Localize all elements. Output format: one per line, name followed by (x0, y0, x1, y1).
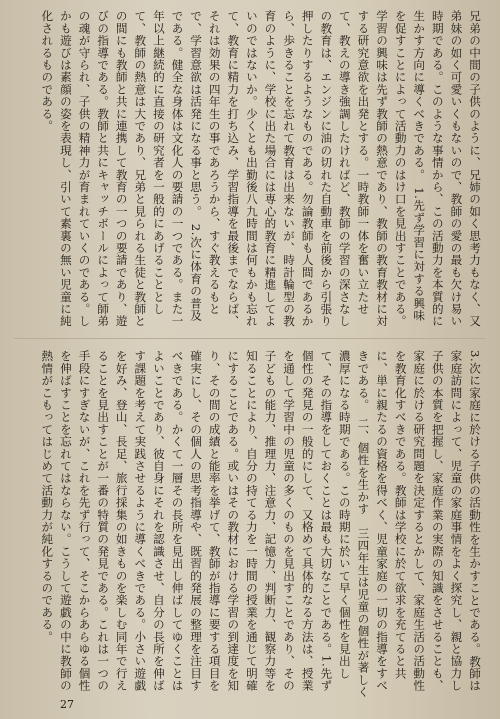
section-divider (14, 338, 486, 339)
upper-text-block: 兄弟の中間の子供のように、兄姉の如く思考力もなく、又弟妹の如く可愛いくもないので、教師の愛の最も欠け易い時期である。このような事情から、この活動力を本質的に生かす方向に導くべきである。 1.先ず学習に対する興味を促すことによって活動力のはけ口を見出すことである。学習の興味は先ず教師の熱意であり、教師の教育教材に対する研究意欲を出発とする。一時教師一体を奮い立たせて、教えの導き強調したければど、教師の学習の深さなしの教育は、エンジンに油の切れた自動車を前後から引張り押したりするようなものである。勿論教師も人間であるから、歩きることを忘れて教育は出来ないが、時計輪型の教育のように、学校に出た場合には専心的教育に精進してよいのではないか。少くとも出勤後八九時間は何もかも忘れて、教育に精力を打ち込み、学習指導を最後までならば、それは効果の四年生の事であろうから、すぐ教えるもとで、学習意欲は活発になる事と思う。 2.次に体育の普及である。健全な身体は文化人の要請の一つである。また一年以上継続的に直接の研究者を一般的にあげることとして、教師の熱意は大であり、兄弟と見られる生徒と教師との間にも教師と共に連携して教育の一つの要請であり、遊びの指導である。教師と共にキャッチボールによって師弟の魂が守られ、子供の精神力が育まれていくのである。しかも遊びは素顔の姿を表現し、引いて素裏の無い児童に純化されるものである。 (40, 10, 482, 328)
page-number: 27 (60, 698, 74, 711)
lower-text-block: 3.次に家庭に於ける子供の活動性を生かすことである。教師は家庭訪問によって、児童の家庭事情をよく探究し、親と協力し子供の本質を把握し、家庭作業の実際の知識をさせることも、家庭に於ける研究問題を決定するとかして、家庭生活の活動性を教育化すべきである。教師は学校に於て欲求を充てると共に、単に親たるの資格を得べく、児童家庭の一切の指導をすべきである。 二、個性を生かす 三四年生は児童の個性が著しく濃厚になる時期である。この時期に於いて早く個性を見出して、その指導をしておくことは最も大切なことである。1.先ず個性の発見の一般的にして、又格めて具体的なる方法は、授業を通して学習中の児童の多くのものを見出すことであり、その子どもの能力、推理力、注意力、記憶力、判断力、観察力等を知ることにより、自分の持てる力を一時間の授業を通じて明確にすることである。或いはその教材における学習の到達度を知り、その間の成績と能率を挙げて、教師が指導に要する項目を確実にし、その個人の思考指導や、既習的発展の整理を注目すべきである。かくて一層その長所を見出し伸ばしてゆくことはよいことであり、彼自身にそれを認識させ、自分の長所を伸ばす課題を考えて実践させるように導くべきである。小さい遊戯を好み、登山、長足、旅行採集の如きものを楽しむ同年で行えることを見出すことが一番の特質の発見である。これは一つの手段にすぎないが、これを先ず行って、そこからあらゆる個性を伸ばすことを忘れてはならない。こうして遊戯の中に教師の熱情がこもってはじめて活動力が純化するのである。 (40, 350, 482, 698)
